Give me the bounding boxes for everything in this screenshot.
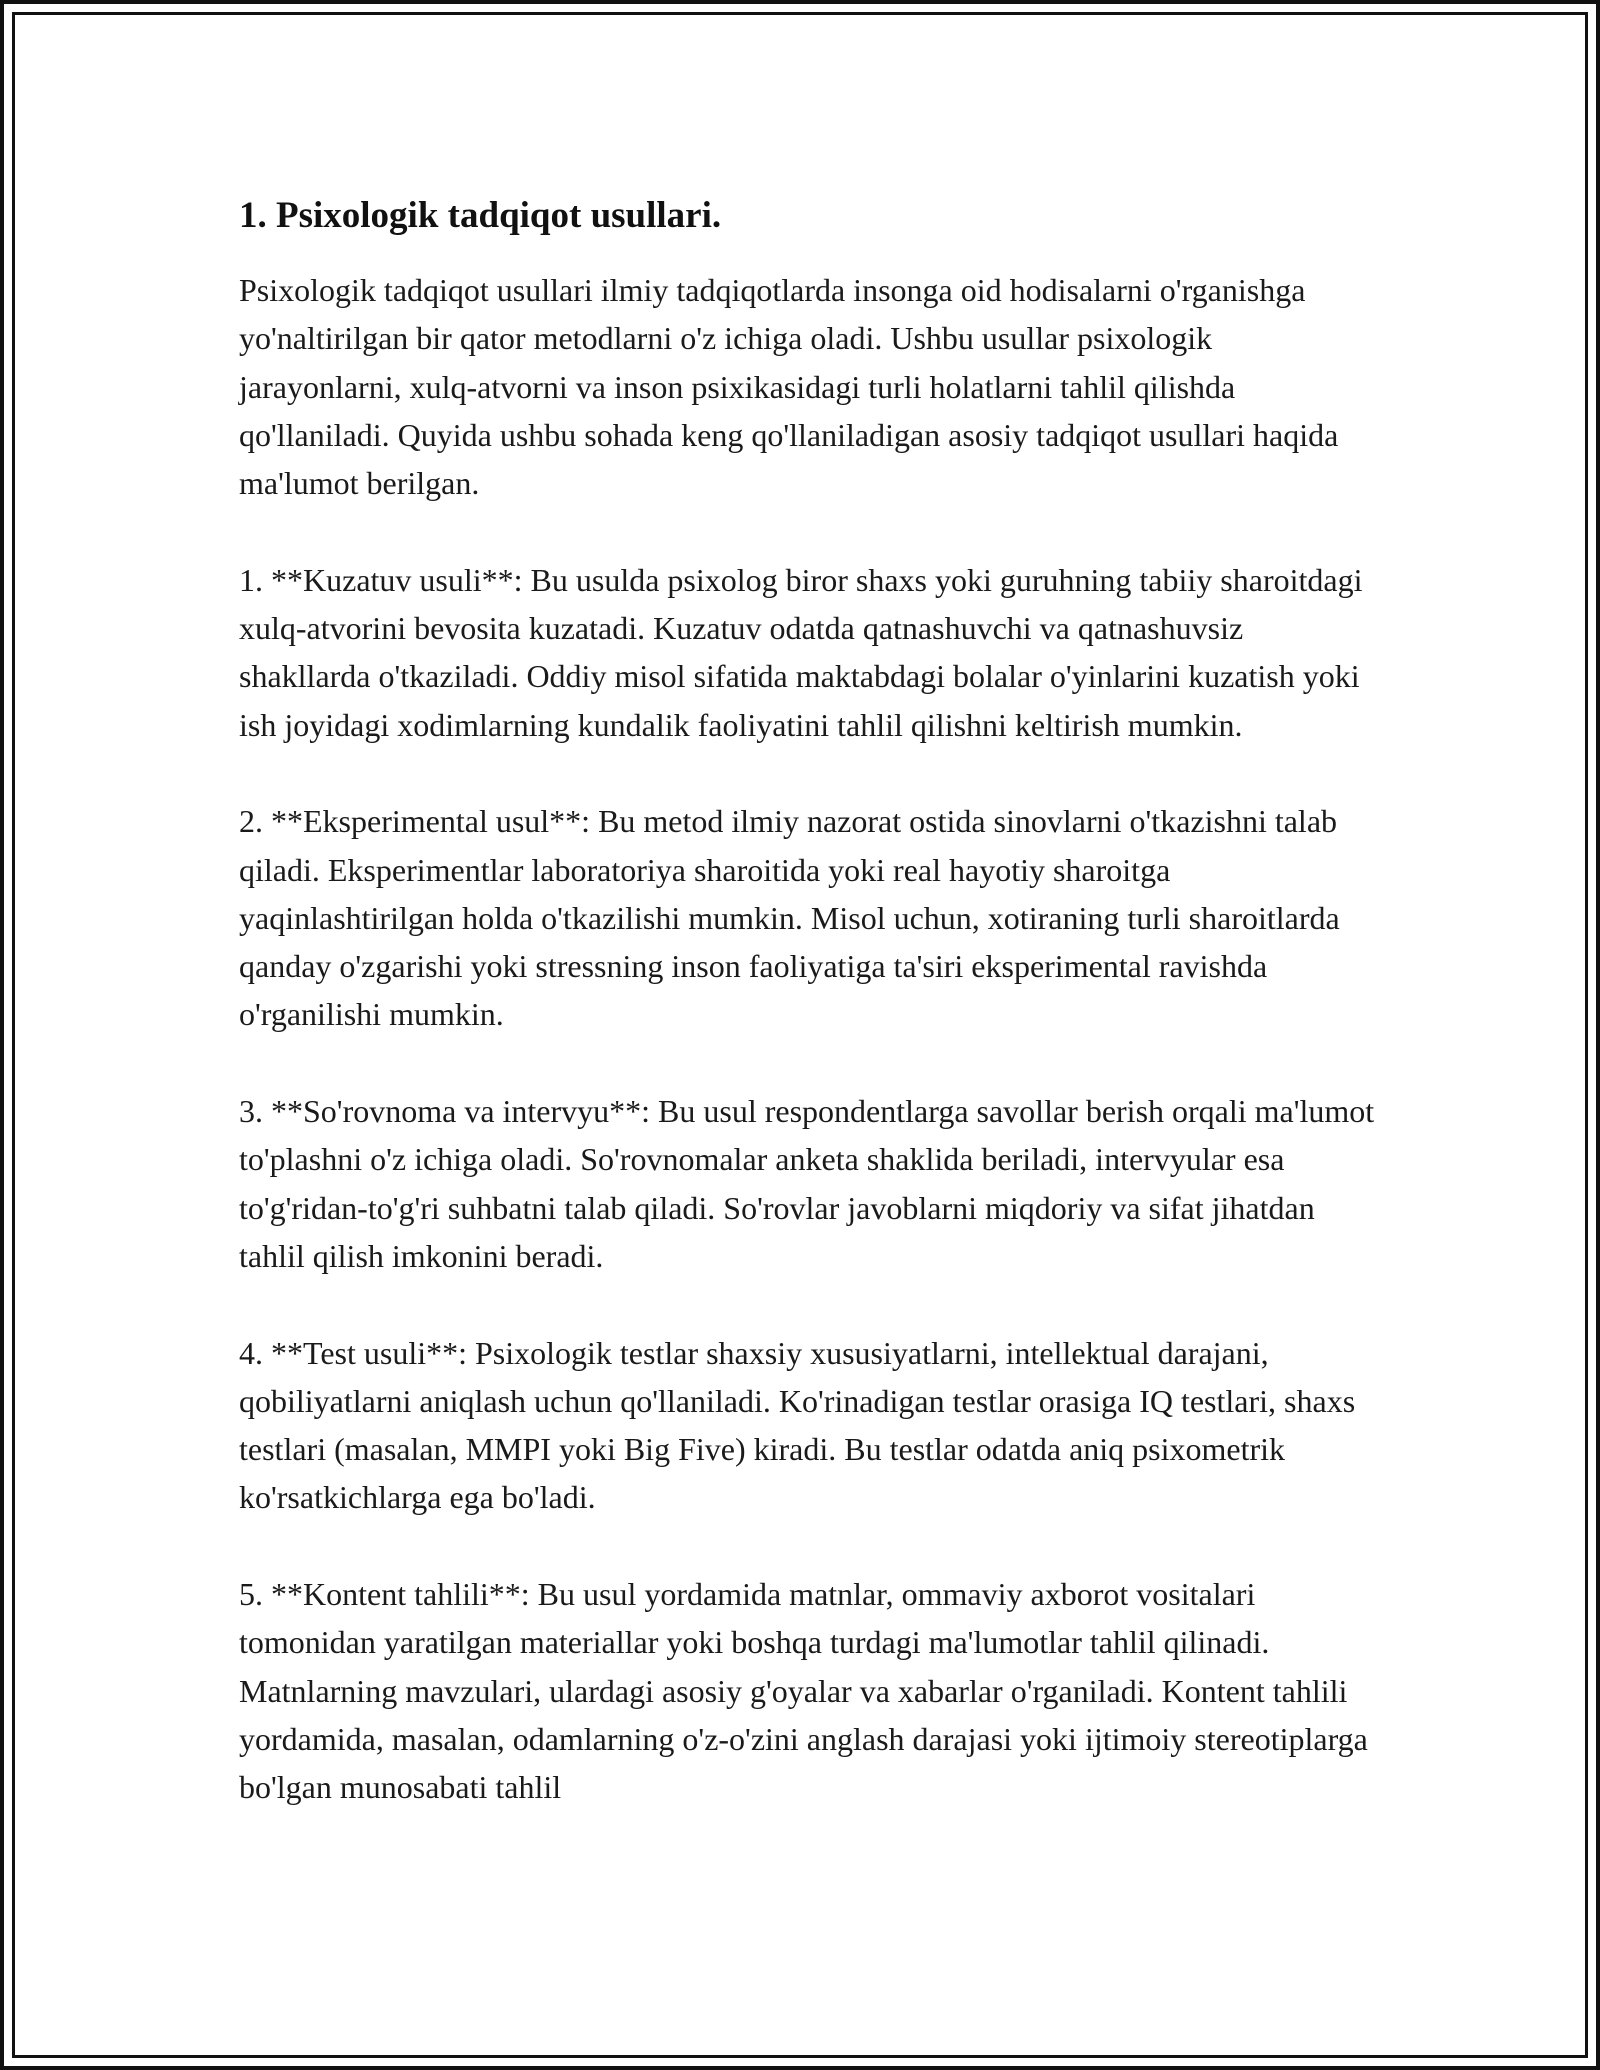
method-content-analysis-paragraph: 5. **Kontent tahlili**: Bu usul yordamida matnlar, ommaviy axborot vositalari tomonidan yaratilgan materiallar yoki boshqa turdagi ma'lumotlar tahlil qilinadi. Matnlarning mavzulari, ulardagi asosiy g'oyalar va xabarlar o'rganiladi. Kontent tahlili yordamida, masalan, odamlarning o'z-o'zini anglash darajasi yoki ijtimoiy stereotiplarga bo'lgan munosabati tahlil (239, 1576, 1368, 1806)
document-title: 1. Psixologik tadqiqot usullari. (239, 195, 722, 236)
method-test-paragraph: 4. **Test usuli**: Psixologik testlar shaxsiy xususiyatlarni, intellektual darajani, qobiliyatlarni aniqlash uchun qo'llaniladi. Ko'rinadigan testlar orasiga IQ testlari, shaxs testlari (masalan, MMPI yoki Big Five) kiradi. Bu testlar odatda aniq psixometrik ko'rsatkichlarga ega bo'ladi. (239, 1334, 1356, 1516)
document-body (239, 192, 1379, 1812)
method-observation-paragraph: 1. **Kuzatuv usuli**: Bu usulda psixolog biror shaxs yoki guruhning tabiiy sharoitdagi xulq-atvorini bevosita kuzatadi. Kuzatuv odatda qatnashuvchi va qatnashuvsiz shakllarda o'tkaziladi. Oddiy misol sifatida maktabdagi bolalar o'yinlarini kuzatish yoki ish joyidagi xodimlarning kundalik faoliyatini tahlil qilishni keltirish mumkin. (239, 561, 1363, 743)
method-survey-interview-paragraph: 3. **So'rovnoma va intervyu**: Bu usul respondentlarga savollar berish orqali ma'lumot to'plashni o'z ichiga oladi. So'rovnomalar anketa shaklida beriladi, intervyular esa to'g'ridan-to'g'ri suhbatni talab qiladi. So'rovlar javoblarni miqdoriy va sifat jihatdan tahlil qilish imkonini beradi. (239, 1093, 1375, 1274)
intro-paragraph: Psixologik tadqiqot usullari ilmiy tadqiqotlarda insonga oid hodisalarni o'rganishga yo'naltirilgan bir qator metodlarni o'z ichiga oladi. Ushbu usullar psixologik jarayonlarni, xulq-atvorni va inson psixikasidagi turli holatlarni tahlil qilishda qo'llaniladi. Quyida ushbu sohada keng qo'llaniladigan asosiy tadqiqot usullari haqida ma'lumot berilgan. (239, 272, 1339, 502)
method-experimental-paragraph: 2. **Eksperimental usul**: Bu metod ilmiy nazorat ostida sinovlarni o'tkazishni talab qiladi. Eksperimentlar laboratoriya sharoitida yoki real hayotiy sharoitga yaqinlashtirilgan holda o'tkazilishi mumkin. Misol uchun, xotiraning turli sharoitlarda qanday o'zgarishi yoki stressning inson faoliyatiga ta'siri eksperimental ravishda o'rganilishi mumkin. (239, 803, 1340, 1033)
